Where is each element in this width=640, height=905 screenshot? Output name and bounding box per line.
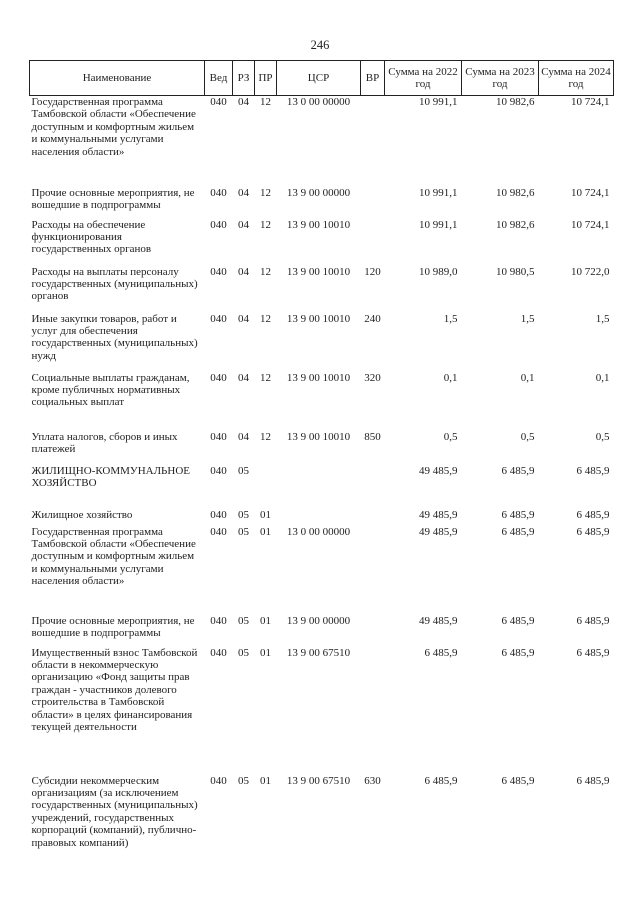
cell-pr — [255, 465, 277, 509]
header-ved: Вед — [205, 61, 233, 96]
cell-name: Расходы на выплаты персоналу государственных (муниципальных) органов — [31, 265, 198, 303]
cell-csr — [277, 509, 361, 526]
cell-name: Прочие основные мероприятия, не вошедшие в подпрограммы — [31, 614, 195, 639]
table-row — [30, 465, 614, 509]
cell-pr: 12 — [260, 265, 271, 278]
cell-rz: 04 — [238, 265, 249, 278]
header-sum-2023: Сумма на 2023 год — [462, 61, 539, 96]
cell-s2022: 0,1 — [443, 371, 458, 384]
cell-csr: 13 0 00 00000 — [286, 525, 351, 538]
cell-s2023: 10 982,6 — [496, 218, 535, 231]
cell-s2022: 6 485,9 — [424, 774, 458, 787]
cell-pr: 01 — [260, 774, 271, 787]
table-row — [30, 187, 614, 219]
cell-rz: 05 — [238, 614, 249, 627]
header-name: Наименование — [30, 61, 205, 96]
cell-s2022: 10 991,1 — [419, 218, 458, 231]
cell-s2022: 1,5 — [443, 312, 458, 325]
cell-s2024: 1,5 — [595, 312, 610, 325]
cell-pr: 01 — [260, 646, 271, 659]
table-body — [30, 96, 614, 885]
cell-s2024: 6 485,9 — [576, 525, 610, 538]
cell-s2022: 10 991,1 — [419, 96, 458, 108]
cell-name: Уплата налогов, сборов и иных платежей — [31, 430, 178, 455]
cell-ved: 040 — [210, 312, 227, 325]
table-row — [30, 219, 614, 266]
cell-csr: 13 9 00 10010 — [286, 218, 351, 231]
table-row — [30, 509, 614, 526]
cell-pr: 12 — [260, 371, 271, 384]
cell-rz: 05 — [238, 464, 249, 477]
cell-s2024: 0,1 — [595, 371, 610, 384]
table-row — [30, 615, 614, 647]
cell-ved: 040 — [210, 96, 227, 108]
cell-vr — [361, 509, 385, 526]
cell-s2023: 6 485,9 — [501, 464, 535, 477]
cell-rz: 04 — [238, 312, 249, 325]
cell-s2024: 6 485,9 — [576, 774, 610, 787]
cell-csr: 13 9 00 67510 — [286, 646, 351, 659]
cell-rz: 05 — [238, 525, 249, 538]
cell-ved: 040 — [210, 774, 227, 787]
cell-s2024: 10 724,1 — [571, 218, 610, 231]
cell-vr — [361, 219, 385, 266]
table-row — [30, 526, 614, 615]
cell-s2024: 10 724,1 — [571, 96, 610, 108]
cell-pr: 01 — [260, 525, 271, 538]
header-csr: ЦСР — [277, 61, 361, 96]
cell-csr: 13 9 00 10010 — [286, 430, 351, 443]
cell-name: Имущественный взнос Тамбовской области в некоммерческую организацию «Фонд защиты прав граждан - участников долевого строительства в Тамбовской области» в целях финансирования текущей деятельности — [31, 646, 198, 733]
cell-name: Государственная программа Тамбовской области «Обеспечение доступным и комфортным жильем и коммунальными услугами населения области» — [31, 525, 196, 588]
cell-name: Субсидии некоммерческим организациям (за исключением государственных (муниципальных) учреждений, государственных корпораций (компаний), публично-правовых компаний) — [31, 774, 198, 849]
cell-name: Социальные выплаты гражданам, кроме публичных нормативных социальных выплат — [31, 371, 190, 409]
header-sum-2022: Сумма на 2022 год — [385, 61, 462, 96]
cell-name: Жилищное хозяйство — [31, 508, 133, 521]
cell-pr: 12 — [260, 96, 271, 108]
cell-s2024: 0,5 — [595, 430, 610, 443]
cell-pr: 12 — [260, 312, 271, 325]
cell-csr: 13 9 00 00000 — [286, 614, 351, 627]
cell-s2022: 49 485,9 — [419, 464, 458, 477]
cell-csr: 13 0 00 00000 — [286, 96, 351, 108]
cell-s2022: 6 485,9 — [424, 646, 458, 659]
cell-s2023: 10 982,6 — [496, 96, 535, 108]
table-row — [30, 431, 614, 465]
cell-s2022: 49 485,9 — [419, 525, 458, 538]
cell-name: Государственная программа Тамбовской области «Обеспечение доступным и комфортным жильем и коммунальными услугами населения области» — [31, 96, 196, 158]
cell-vr — [361, 647, 385, 775]
cell-s2022: 49 485,9 — [419, 508, 458, 521]
cell-vr — [361, 96, 385, 187]
cell-ved: 040 — [210, 525, 227, 538]
table-row — [30, 96, 614, 187]
cell-name: Расходы на обеспечение функционирования государственных органов — [31, 218, 152, 256]
cell-name: ЖИЛИЩНО-КОММУНАЛЬНОЕ ХОЗЯЙСТВО — [31, 464, 190, 489]
cell-s2023: 6 485,9 — [501, 774, 535, 787]
table-row — [30, 266, 614, 313]
cell-vr — [361, 615, 385, 647]
table-row — [30, 372, 614, 431]
cell-ved: 040 — [210, 218, 227, 231]
cell-pr: 12 — [260, 218, 271, 231]
cell-csr: 13 9 00 10010 — [286, 265, 351, 278]
cell-pr: 12 — [260, 186, 271, 199]
header-vr: ВР — [361, 61, 385, 96]
cell-ved: 040 — [210, 430, 227, 443]
cell-vr — [361, 465, 385, 509]
cell-name: Прочие основные мероприятия, не вошедшие в подпрограммы — [31, 186, 195, 211]
table-row — [30, 775, 614, 885]
cell-s2024: 6 485,9 — [576, 614, 610, 627]
cell-s2023: 6 485,9 — [501, 508, 535, 521]
cell-csr — [277, 465, 361, 509]
cell-s2024: 10 724,1 — [571, 186, 610, 199]
cell-vr: 850 — [364, 430, 381, 443]
cell-s2023: 10 980,5 — [496, 265, 535, 278]
cell-s2024: 6 485,9 — [576, 646, 610, 659]
cell-csr: 13 9 00 10010 — [286, 312, 351, 325]
cell-vr — [361, 526, 385, 615]
cell-s2023: 10 982,6 — [496, 186, 535, 199]
cell-vr: 630 — [364, 774, 381, 787]
cell-s2024: 6 485,9 — [576, 508, 610, 521]
header-pr: ПР — [255, 61, 277, 96]
table-row — [30, 313, 614, 372]
cell-ved: 040 — [210, 371, 227, 384]
cell-rz: 04 — [238, 96, 249, 108]
header-rz: РЗ — [233, 61, 255, 96]
cell-rz: 04 — [238, 371, 249, 384]
cell-ved: 040 — [210, 508, 227, 521]
cell-rz: 04 — [238, 186, 249, 199]
cell-s2024: 6 485,9 — [576, 464, 610, 477]
cell-pr: 01 — [260, 614, 271, 627]
cell-vr: 240 — [364, 312, 381, 325]
cell-csr: 13 9 00 10010 — [286, 371, 351, 384]
cell-s2023: 6 485,9 — [501, 646, 535, 659]
cell-pr: 12 — [260, 430, 271, 443]
cell-s2023: 6 485,9 — [501, 525, 535, 538]
cell-ved: 040 — [210, 265, 227, 278]
cell-s2022: 10 991,1 — [419, 186, 458, 199]
cell-rz: 05 — [238, 774, 249, 787]
cell-s2024: 10 722,0 — [571, 265, 610, 278]
cell-s2022: 49 485,9 — [419, 614, 458, 627]
cell-rz: 05 — [238, 508, 249, 521]
page-number: 246 — [310, 38, 330, 52]
cell-vr — [361, 187, 385, 219]
cell-vr: 120 — [364, 265, 381, 278]
cell-s2023: 0,1 — [520, 371, 535, 384]
cell-s2022: 10 989,0 — [419, 265, 458, 278]
cell-name: Иные закупки товаров, работ и услуг для обеспечения государственных (муниципальных) нужд — [31, 312, 198, 362]
cell-rz: 04 — [238, 218, 249, 231]
cell-csr: 13 9 00 00000 — [286, 186, 351, 199]
cell-s2023: 0,5 — [520, 430, 535, 443]
cell-pr: 01 — [260, 508, 271, 521]
budget-table — [29, 60, 614, 885]
cell-ved: 040 — [210, 646, 227, 659]
cell-ved: 040 — [210, 464, 227, 477]
cell-vr: 320 — [364, 371, 381, 384]
table-header — [30, 61, 614, 96]
cell-rz: 04 — [238, 430, 249, 443]
cell-csr: 13 9 00 67510 — [286, 774, 351, 787]
cell-s2023: 6 485,9 — [501, 614, 535, 627]
table-row — [30, 647, 614, 775]
header-sum-2024: Сумма на 2024 год — [539, 61, 614, 96]
cell-ved: 040 — [210, 614, 227, 627]
cell-ved: 040 — [210, 186, 227, 199]
cell-s2022: 0,5 — [443, 430, 458, 443]
cell-s2023: 1,5 — [520, 312, 535, 325]
cell-rz: 05 — [238, 646, 249, 659]
